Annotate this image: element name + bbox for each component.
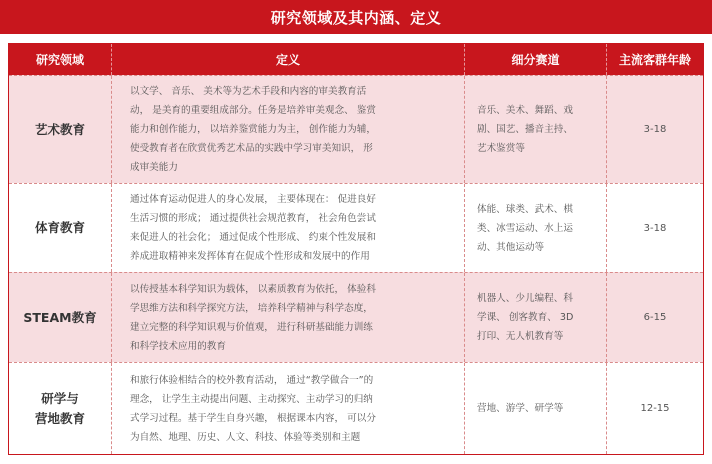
tracks-cell: 营地、游学、研学等 bbox=[465, 363, 607, 454]
header-tracks: 细分赛道 bbox=[465, 44, 607, 75]
age-cell: 6-15 bbox=[643, 312, 667, 323]
definition-cell: 以文学、 音乐、 美术等为艺术手段和内容的审美教育活 动， 是美育的重要组成部分。任务是培养审美观念、 鉴赏 能力和创作能力， 以培养鉴赏能力为主， 创作能力为辅， 使受教育者在欣赏优秀艺术品的实践中学习审美知识， 形 成审美能力 bbox=[112, 76, 465, 183]
definition-cell: 和旅行体验相结合的校外教育活动， 通过“教学做合一”的 理念， 让学生主动提出问题、主动探究、主动学习的归纳 式学习过程。基于学生自身兴趣， 根据课本内容， 可以分 为自然、地理、历史、人文、科技、体验等类别和主题 bbox=[112, 363, 465, 454]
field-cell: 研学与 营地教育 bbox=[9, 363, 112, 454]
table-row bbox=[9, 362, 703, 454]
page-title: 研究领域及其内涵、定义 bbox=[270, 8, 442, 27]
table-row bbox=[9, 75, 703, 183]
age-cell: 3-18 bbox=[643, 124, 667, 135]
age-cell: 12-15 bbox=[640, 403, 670, 414]
table-row bbox=[9, 183, 703, 272]
field-cell: 艺术教育 bbox=[9, 76, 112, 183]
tracks-cell: 机器人、少儿编程、科 学课、 创客教育、 3D 打印、无人机教育等 bbox=[465, 273, 607, 362]
table-row bbox=[9, 272, 703, 362]
definition-cell: 通过体育运动促进人的身心发展， 主要体现在： 促进良好 生活习惯的形成； 通过提供社会规范教育， 社会角色尝试 来促进人的社会化； 通过促成个性形成、 约束个性发展和 养成进取精神来发挥体育在促成个性形成和发展中的作用 bbox=[112, 184, 465, 272]
table-header bbox=[9, 44, 703, 75]
age-cell: 3-18 bbox=[643, 222, 667, 234]
definition-cell: 以传授基本科学知识为载体， 以素质教育为依托， 体验科 学思维方法和科学探究方法， 培养科学精神与科学态度， 建立完整的科学知识观与价值观， 进行科研基础能力训练 和科学技术应用的教育 bbox=[112, 273, 465, 362]
header-field: 研究领域 bbox=[9, 44, 112, 75]
header-age: 主流客群年龄 bbox=[618, 53, 691, 67]
field-cell: 体育教育 bbox=[9, 184, 112, 272]
tracks-cell: 音乐、美术、舞蹈、戏 剧、国艺、播音主持、 艺术鉴赏等 bbox=[465, 76, 607, 183]
definition-table bbox=[8, 43, 704, 455]
field-cell: STEAM教育 bbox=[9, 273, 112, 362]
header-definition: 定义 bbox=[112, 44, 465, 75]
page-title-banner bbox=[0, 0, 712, 34]
tracks-cell: 体能、球类、武术、棋 类、冰雪运动、水上运 动、其他运动等 bbox=[465, 184, 607, 272]
